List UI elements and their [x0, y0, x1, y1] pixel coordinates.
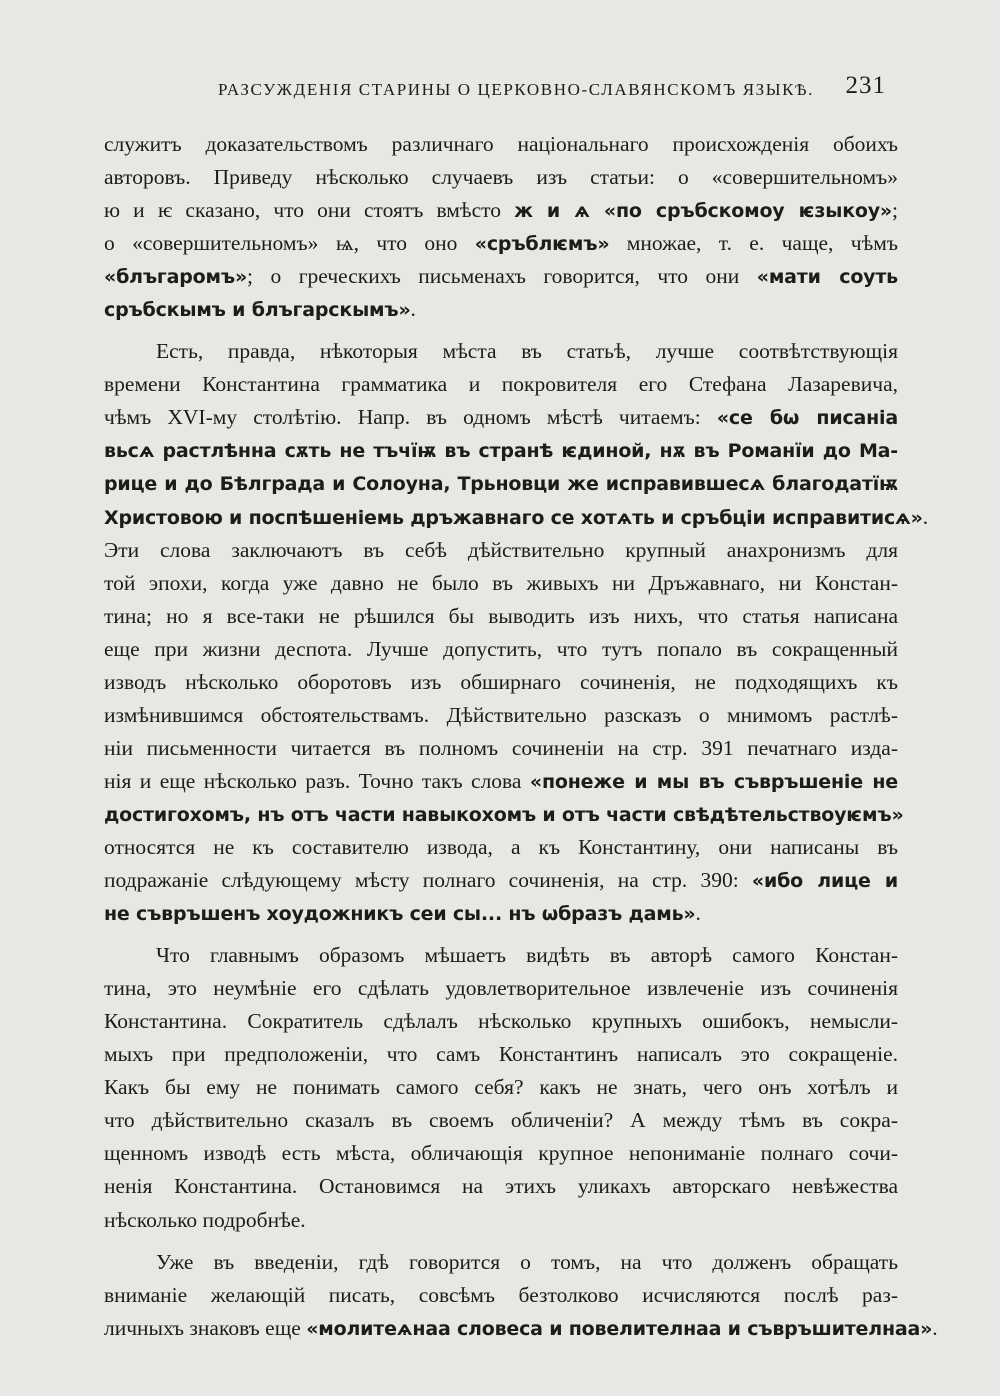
text-line	[104, 1312, 938, 1345]
text-line	[104, 335, 898, 368]
church-slavonic-quote: «молитеѧнаа словеса и повелителнаа и съвръшителнаа»	[306, 1317, 933, 1340]
text-line	[104, 972, 898, 1005]
text-segment: нѣсколько подробнѣе.	[104, 1207, 306, 1232]
text-segment: служитъ доказательствомъ различнаго національнаго происхожденія обоихъ	[104, 132, 898, 156]
text-line	[104, 161, 898, 194]
text-segment: времени Константина грамматика и покровителя его Стефана Лазаревича,	[104, 372, 898, 397]
text-line	[104, 897, 898, 930]
text-segment: мыхъ при предположеніи, что самъ Константинъ написалъ это сокращеніе.	[104, 1042, 898, 1067]
text-segment: нія и еще нѣсколько разъ. Точно такъ слова	[104, 768, 530, 793]
text-segment: .	[932, 1315, 938, 1340]
church-slavonic-quote: сръбскымъ и блъгарскымъ»	[104, 299, 411, 322]
text-segment: .	[922, 504, 929, 529]
text-segment: Есть, правда, нѣкоторыя мѣста въ статьѣ, лучше соотвѣтствующія	[156, 339, 898, 364]
text-segment: Константина. Сократитель сдѣлалъ нѣсколько крупныхъ ошибокъ, немысли-	[104, 1009, 898, 1034]
text-segment: ніи письменности читается въ полномъ сочиненіи на стр. 391 печатнаго изда-	[104, 735, 898, 760]
text-line	[104, 401, 898, 434]
text-segment: изводъ нѣсколько оборотовъ изъ обширнаго сочиненія, не подходящихъ къ	[104, 669, 898, 694]
church-slavonic-quote: «блъгаромъ»	[104, 266, 248, 289]
church-slavonic-quote: «сръблѥмъ»	[474, 233, 610, 256]
church-slavonic-quote: не съвръшенъ хоудожникъ сеи сы... нъ ѡбразъ дамь»	[104, 903, 696, 926]
church-slavonic-quote: «мати соуть	[756, 266, 898, 289]
text-segment: ;	[892, 198, 898, 223]
text-segment: подражаніе слѣдующему мѣсту полнаго сочиненія, на стр. 390:	[104, 868, 752, 893]
text-line	[104, 831, 898, 864]
text-line	[104, 227, 898, 260]
text-segment: .	[695, 901, 701, 926]
church-slavonic-quote: «се бѡ писаніа	[716, 407, 898, 430]
text-line	[104, 1204, 898, 1237]
text-line	[104, 1279, 898, 1312]
text-line	[104, 1104, 898, 1137]
running-head	[100, 68, 890, 108]
text-segment: Какъ бы ему не понимать самого себя? какъ не знать, чего онъ хотѣлъ и	[104, 1075, 898, 1100]
church-slavonic-quote: Христовою и поспѣшеніемь дръжавнаго се хотѧть и сръбціи исправитисѧ»	[104, 506, 923, 529]
text-segment: Эти слова заключаютъ въ себѣ дѣйствительно крупный анахронизмъ для	[104, 537, 898, 562]
text-segment: о «совершительномъ» ѩ, что оно	[104, 231, 475, 256]
text-segment: ненія Константина. Остановимся на этихъ уликахъ авторскаго невѣжества	[104, 1174, 898, 1199]
text-line	[104, 732, 898, 765]
text-line	[104, 1071, 898, 1104]
church-slavonic-quote: вьсѧ растлѣнна сѫть не тъчїѭ въ странѣ ѥдиной, нѫ въ Романїи до Ма-	[104, 440, 898, 463]
text-segment: ; о греческихъ письменахъ говорится, что они	[247, 264, 757, 289]
text-segment: авторовъ. Приведу нѣсколько случаевъ изъ статьи: о «совершительномъ»	[104, 165, 898, 190]
text-line	[104, 501, 929, 534]
text-segment: чѣмъ XVI-му столѣтію. Напр. въ одномъ мѣстѣ читаемъ:	[104, 405, 717, 430]
text-segment: относятся не къ составителю извода, а къ Константину, они написаны въ	[104, 834, 898, 859]
text-segment: еще при жизни деспота. Лучше допустить, что тутъ попало въ сокращенный	[104, 636, 898, 661]
text-line	[104, 864, 898, 897]
text-line	[104, 194, 898, 227]
text-segment: тина; но я все-таки не рѣшился бы выводить изъ нихъ, что статья написана	[104, 603, 898, 628]
church-slavonic-quote: рице и до Бѣлграда и Солоуна, Трьновци же исправившесѧ благодатїѭ	[104, 473, 898, 496]
text-line	[104, 534, 898, 567]
text-line	[104, 1137, 898, 1170]
church-slavonic-quote: «ибо лице и	[751, 870, 898, 893]
text-line	[104, 1005, 898, 1038]
text-line	[104, 368, 898, 401]
running-title: РАЗСУЖДЕНІЯ СТАРИНЫ О ЦЕРКОВНО-СЛАВЯНСКОМЪ ЯЗЫКѢ.	[218, 80, 814, 99]
text-line	[104, 293, 898, 326]
text-segment: Что главнымъ образомъ мѣшаетъ видѣть въ авторѣ самого Констан-	[156, 943, 898, 968]
text-segment: ю и ѥ сказано, что они стоятъ вмѣсто	[104, 198, 515, 223]
church-slavonic-quote: «понеже и мы въ съвръшеніе не	[529, 770, 898, 793]
text-segment: личныхъ знаковъ еще	[104, 1315, 307, 1340]
text-segment: измѣнившимся обстоятельствамъ. Дѣйствительно разсказъ о мнимомъ растлѣ-	[104, 702, 898, 727]
text-line	[104, 1038, 898, 1071]
text-segment: .	[410, 297, 416, 322]
text-line	[104, 467, 898, 500]
text-segment: щенномъ изводѣ есть мѣста, обличающія крупное непониманіе полнаго сочи-	[104, 1141, 898, 1166]
text-segment: множае, т. е. чаще, чѣмъ	[609, 231, 898, 256]
text-line	[104, 765, 898, 798]
text-line	[104, 1246, 898, 1279]
text-segment: тина, это неумѣніе его сдѣлать удовлетворительное извлеченіе изъ сочиненія	[104, 976, 898, 1001]
text-line	[104, 939, 898, 972]
church-slavonic-quote: ж и ѧ «по сръбскомоу ѥзыкоу»	[514, 200, 893, 223]
text-segment: что дѣйствительно сказалъ въ своемъ обличеніи? А между тѣмъ въ сокра-	[104, 1108, 898, 1133]
church-slavonic-quote: достигохомъ, нъ отъ части навыкохомъ и отъ части свѣдѣтельствоуѥмъ»	[104, 803, 904, 826]
text-line	[104, 260, 898, 293]
text-segment: Уже въ введеніи, гдѣ говорится о томъ, на что долженъ обращать	[156, 1249, 898, 1274]
text-line	[104, 798, 904, 831]
text-line	[104, 600, 898, 633]
text-line	[104, 567, 898, 600]
text-line	[104, 434, 898, 467]
text-line	[104, 128, 898, 161]
text-segment: той эпохи, когда уже давно не было въ живыхъ ни Дръжавнаго, ни Констан-	[104, 570, 898, 595]
text-line	[104, 666, 898, 699]
page-number: 231	[845, 72, 886, 99]
text-line	[104, 699, 898, 732]
text-line	[104, 1170, 898, 1203]
body-text	[104, 128, 938, 1345]
text-segment: вниманіе желающій писать, совсѣмъ безтолково исчисляются послѣ раз-	[104, 1282, 898, 1307]
text-line	[104, 633, 898, 666]
